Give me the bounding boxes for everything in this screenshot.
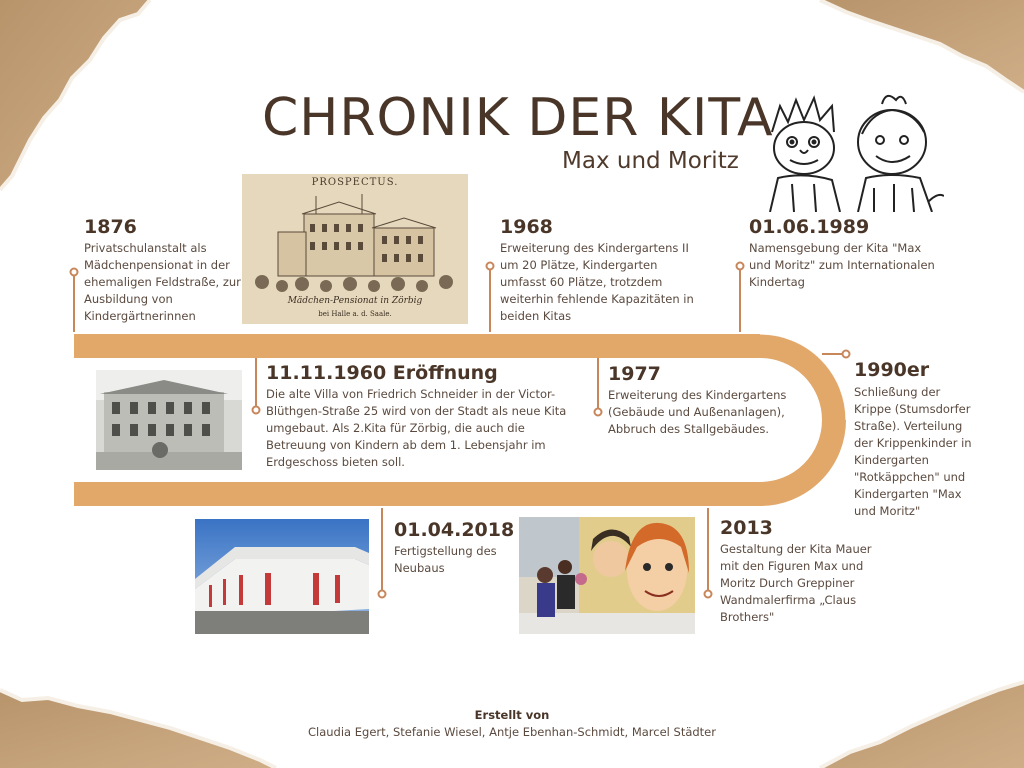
- event-year-2018: 01.04.2018: [394, 519, 515, 541]
- event-year-2013: 2013: [720, 517, 773, 539]
- prospectus-heading: PROSPECTUS.: [311, 177, 399, 188]
- event-year-1989: 01.06.1989: [749, 216, 870, 238]
- prospectus-caption: Mädchen-Pensionat in Zörbig: [287, 296, 423, 306]
- event-year-1990er: 1990er: [854, 359, 930, 381]
- event-year-1960: 11.11.1960 Eröffnung: [266, 362, 498, 384]
- footer-authors: Claudia Egert, Stefanie Wiesel, Antje Ebenhan-Schmidt, Marcel Städter: [308, 725, 716, 739]
- prospectus-subcaption: bei Halle a. d. Saale.: [318, 310, 392, 318]
- page-title: CHRONIK DER KITA: [262, 88, 774, 148]
- event-text-1968: Erweiterung des Kindergartens II um 20 Plätze, Kindergarten umfasst 60 Plätze, trotzdem weiterhin fehlende Kapazitäten in beiden Kitas: [500, 241, 694, 323]
- event-text-1876: Privatschulanstalt als Mädchenpensionat in der ehemaligen Feldstraße, zur Ausbildung von Kindergärtnerinnen: [84, 241, 241, 323]
- event-year-1977: 1977: [608, 363, 661, 385]
- event-year-1876: 1876: [84, 216, 137, 238]
- event-text-1977: Erweiterung des Kindergartens (Gebäude und Außenanlagen), Abbruch des Stallgebäudes.: [608, 388, 787, 436]
- footer-label: Erstellt von: [474, 708, 550, 722]
- event-text-2013: Gestaltung der Kita Mauer mit den Figuren Max und Moritz Durch Greppiner Wandmalerfirma „Claus Brothers": [720, 542, 872, 624]
- event-year-1968: 1968: [500, 216, 553, 238]
- page-subtitle: Max und Moritz: [562, 148, 739, 174]
- event-text-1990er: Schließung der Krippe (Stumsdorfer Straße). Verteilung der Krippenkinder in Kindergarten "Rotkäppchen" und Kindergarten "Max und Moritz": [854, 385, 972, 518]
- event-text-1989: Namensgebung der Kita "Max und Moritz" zum Internationalen Kindertag: [749, 241, 935, 289]
- event-text-1960: Die alte Villa von Friedrich Schneider in der Victor-Blüthgen-Straße 25 wird von der Stadt als neue Kita umgebaut. Als 2.Kita für Zörbig, die auch die Betreuung von Kindern ab dem 1. Lebensjahr im Erdgeschoss bieten soll.: [266, 387, 567, 469]
- event-text-2018: Fertigstellung des Neubaus: [394, 544, 497, 575]
